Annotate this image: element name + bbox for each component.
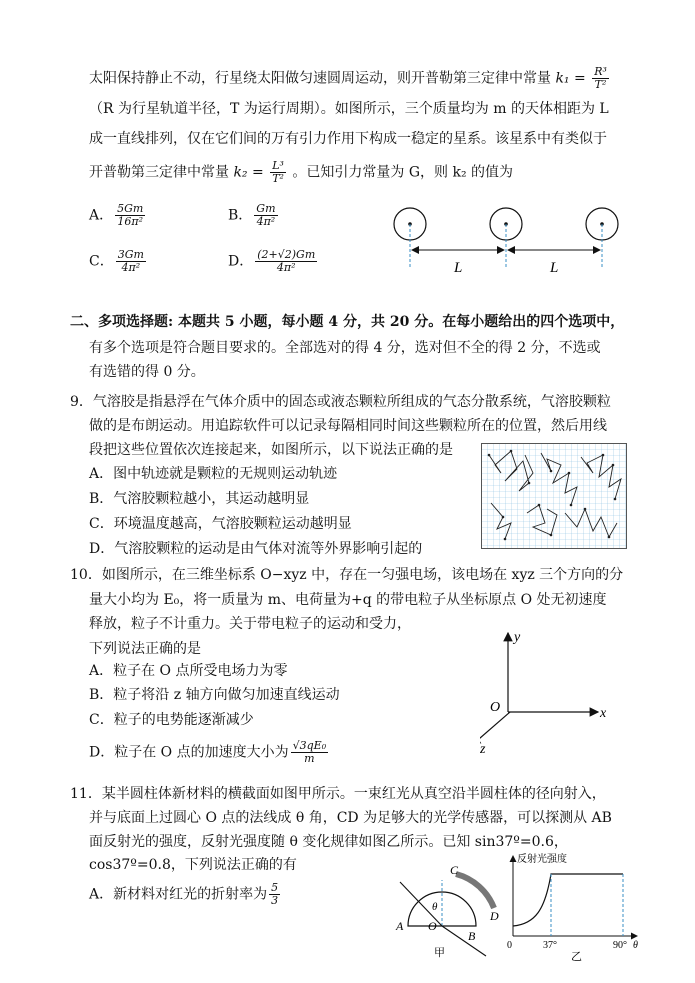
svg-text:y: y	[514, 630, 521, 645]
q9-option-d[interactable]: D．气溶胶颗粒的运动是由气体对流等外界影响引起的	[89, 541, 423, 557]
q10-line1: 10．如图所示，在三维坐标系 O−xyz 中，存在一匀强电场，该电场在 xyz 三个方向的分	[70, 567, 624, 583]
svg-text:反射光强度: 反射光强度	[517, 854, 567, 865]
three-body-figure	[388, 198, 628, 280]
svg-text:O: O	[490, 700, 501, 715]
section2-line2: 有多个选项是符合题目要求的。全部选对的得 4 分，选对但不全的得 2 分，不选或	[89, 340, 601, 356]
label-L-left: L	[454, 260, 463, 276]
q11-line4: cos37º=0.8，下列说法正确的有	[89, 857, 297, 873]
reflection-intensity-chart	[505, 850, 645, 962]
label-L-right: L	[550, 260, 559, 276]
brownian-motion-figure	[481, 443, 627, 549]
q8-line4: 开普勒第三定律中常量 k₂ = $\frac{\text{L³}}{\text{T²}}$ 。已知引力常量为 G，则 k₂ 的值为	[89, 159, 514, 185]
refracted-ray	[442, 926, 486, 956]
svg-text:D: D	[490, 909, 499, 923]
q9-line3: 段把这些位置依次连接起来，如图所示，以下说法正确的是	[89, 442, 453, 458]
q11-line2: 并与底面上过圆心 O 点的法线成 θ 角，CD 为足够大的光学传感器，可以探测从 AB	[89, 810, 612, 826]
coordinate-axes-figure	[480, 625, 620, 755]
q11-line3: 面反射光的强度，反射光强度随 θ 变化规律如图乙所示。已知 sin37º=0.6，	[89, 834, 568, 850]
k2-fraction: $\frac{\text{L³}}{\text{T²}}$	[272, 159, 284, 185]
q8-line1: 太阳保持静止不动，行星绕太阳做匀速圆周运动，则开普勒第三定律中常量 k₁ = $\frac{\text{R³}}{\text{T²}}$	[89, 65, 607, 91]
q9-option-c[interactable]: C．环境温度越高，气溶胶颗粒运动越明显	[89, 516, 352, 532]
svg-text:90°: 90°	[613, 940, 627, 951]
q8-option-b[interactable]: B． $\frac{Gm}{\text{4π²}}$	[228, 202, 276, 228]
svg-text:z: z	[480, 742, 486, 755]
q10-option-c[interactable]: C．粒子的电势能逐渐减少	[89, 712, 254, 728]
q10-option-d[interactable]: D．粒子在 O 点的加速度大小为 $\frac{\text{√3qE₀}}{m}$	[89, 739, 327, 765]
semicylinder-figure	[390, 862, 508, 962]
q8-line2: （R 为行星轨道半径，T 为运行周期）。如图所示，三个质量均为 m 的天体相距为 L	[89, 101, 609, 117]
q9-line1: 9．气溶胶是指悬浮在气体介质中的固态或液态颗粒所组成的气态分散系统，气溶胶颗粒	[70, 394, 611, 410]
q8-option-d[interactable]: D． $\frac{(2+√2)Gm}{\text{4π²}}$	[228, 248, 316, 274]
svg-text:x: x	[600, 706, 607, 721]
q10-line3: 释放，粒子不计重力。关于带电粒子的运动和受力，	[89, 616, 411, 632]
q9-option-a[interactable]: A．图中轨迹就是颗粒的无规则运动轨迹	[89, 466, 338, 482]
svg-text:甲: 甲	[434, 947, 445, 959]
intensity-curve	[513, 874, 623, 926]
q9-line2: 做的是布朗运动。用追踪软件可以记录每隔相同时间这些颗粒所在的位置，然后用线	[89, 418, 607, 434]
k1-symbol: k₁ =	[555, 70, 586, 87]
svg-text:θ: θ	[633, 940, 638, 951]
sensor-cd	[456, 874, 494, 908]
q8-option-c[interactable]: C． $\frac{3Gm}{\text{4π²}}$	[89, 248, 144, 274]
q10-line2: 量大小均为 E₀，将一质量为 m、电荷量为+q 的带电粒子从坐标原点 O 处无初速度	[89, 592, 607, 608]
section2-heading: 二、多项选择题: 本题共 5 小题，每小题 4 分，共 20 分。在每小题给出的四个选项中，	[70, 314, 625, 330]
section2-line3: 有选错的得 0 分。	[89, 364, 205, 380]
k1-fraction: $\frac{\text{R³}}{\text{T²}}$	[594, 65, 607, 91]
svg-text:O: O	[428, 919, 437, 933]
q8-line3: 成一直线排列，仅在它们间的万有引力作用下构成一稳定的星系。该星系中有类似于	[89, 131, 607, 147]
q10-line4: 下列说法正确的是	[89, 641, 201, 657]
q10-option-b[interactable]: B．粒子将沿 z 轴方向做匀加速直线运动	[89, 687, 340, 703]
z-axis	[480, 712, 510, 745]
svg-text:乙: 乙	[571, 951, 582, 962]
q11-option-a[interactable]: A．新材料对红光的折射率为 $\frac{5}{3}$	[89, 881, 279, 907]
svg-text:B: B	[468, 929, 476, 943]
q8-option-a[interactable]: A． $\frac{5Gm}{\text{16π²}}$	[89, 202, 144, 228]
q10-option-a[interactable]: A．粒子在 O 点所受电场力为零	[89, 663, 288, 679]
q11-line1: 11．某半圆柱体新材料的横截面如图甲所示。一束红光从真空沿半圆柱体的径向射入，	[70, 786, 606, 802]
q9-option-b[interactable]: B．气溶胶颗粒越小，其运动越明显	[89, 491, 310, 507]
svg-text:A: A	[396, 919, 404, 933]
svg-text:0: 0	[507, 940, 512, 951]
svg-text:θ: θ	[432, 901, 438, 913]
svg-text:C: C	[450, 863, 459, 877]
svg-text:37°: 37°	[543, 940, 557, 951]
